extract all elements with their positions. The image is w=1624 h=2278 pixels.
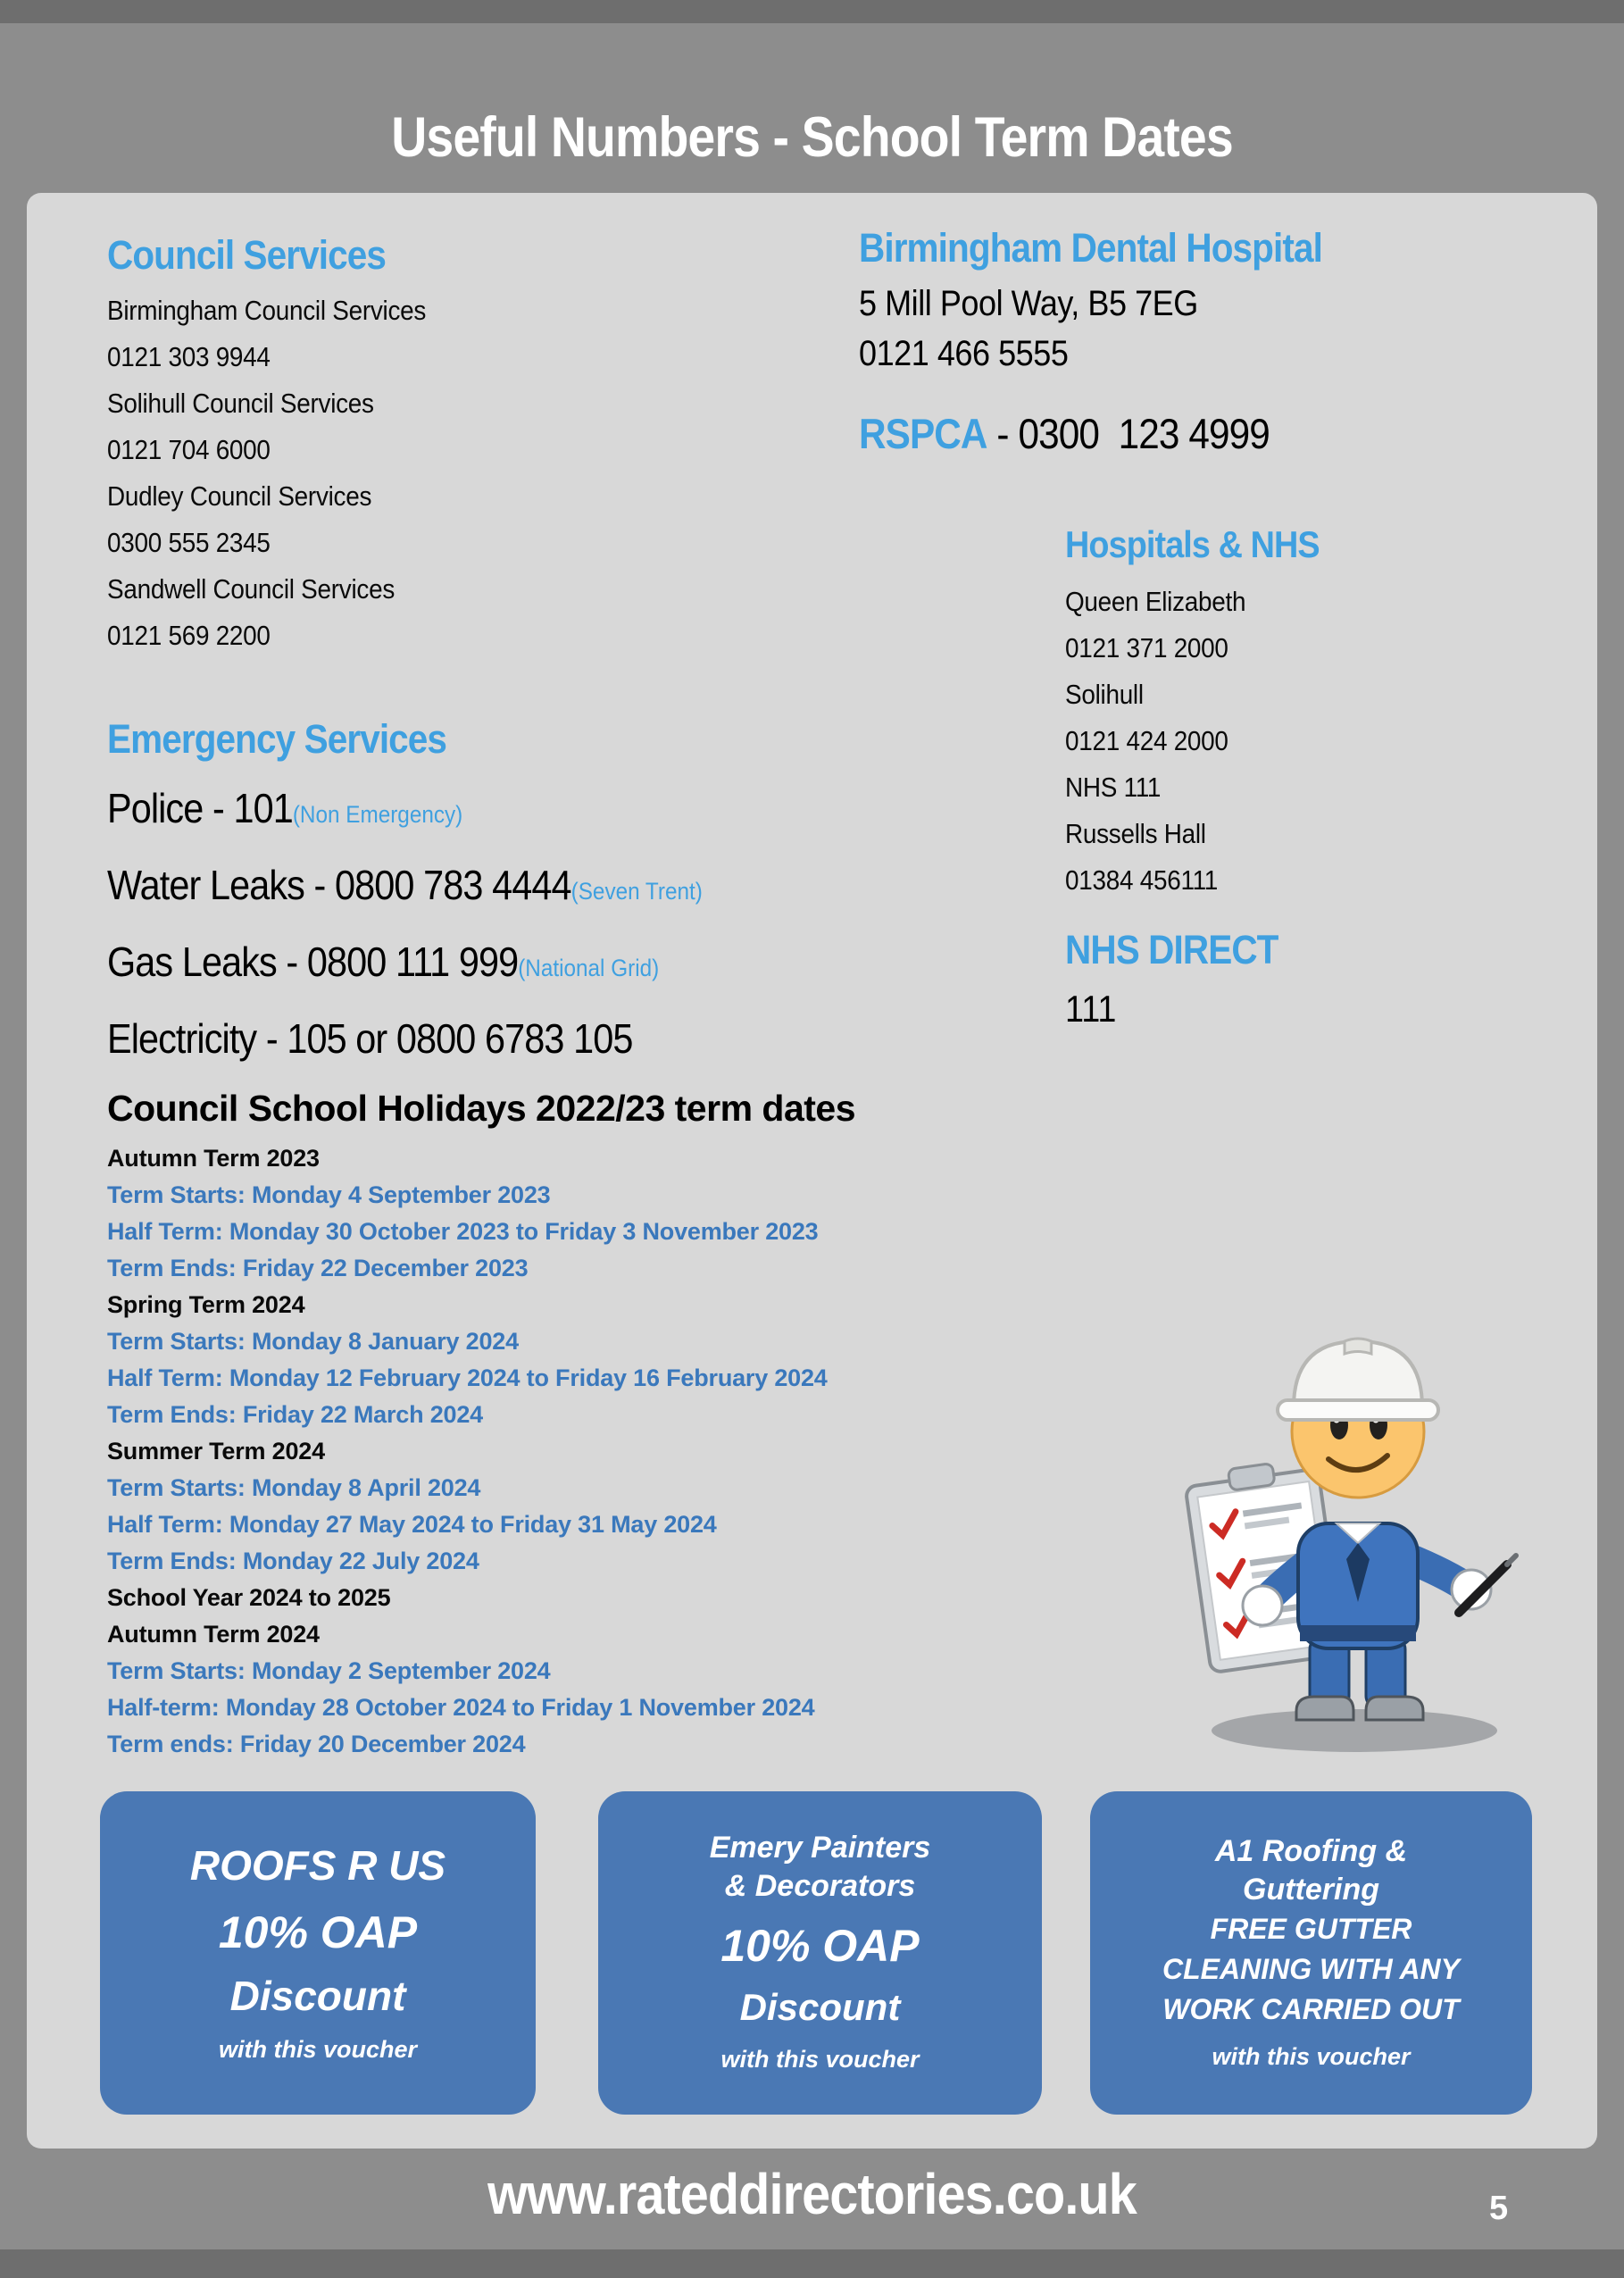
emergency-line-water xyxy=(107,850,703,927)
list-item: Queen Elizabeth xyxy=(1065,586,1246,617)
voucher-offer: CLEANING WITH ANY xyxy=(1162,1952,1460,1985)
term-date: Half Term: Monday 27 May 2024 to Friday 31 May 2024 xyxy=(107,1511,717,1538)
voucher-title: Emery Painters xyxy=(709,1831,931,1865)
emergency-line-police xyxy=(107,773,703,850)
term-date: Term Ends: Friday 22 March 2024 xyxy=(107,1401,483,1428)
top-border-strip xyxy=(0,0,1624,23)
voucher-emery-painters xyxy=(598,1791,1042,2115)
term-heading: Spring Term 2024 xyxy=(107,1291,305,1318)
emergency-main: Gas Leaks - 0800 111 999 xyxy=(107,939,519,985)
list-item: NHS 111 xyxy=(1065,772,1162,803)
list-item: 0121 569 2200 xyxy=(107,620,271,651)
list-item: Russells Hall xyxy=(1065,818,1206,849)
rspca-number: - 0300 123 4999 xyxy=(987,410,1270,457)
hospitals-list xyxy=(1065,579,1320,904)
dental-hospital-phone: 0121 466 5555 xyxy=(859,334,1069,373)
voucher-offer: FREE GUTTER xyxy=(1210,1912,1412,1945)
term-heading: Autumn Term 2023 xyxy=(107,1145,320,1172)
dental-hospital-heading: Birmingham Dental Hospital xyxy=(859,225,1322,271)
voucher-offer: 10% OAP xyxy=(218,1907,418,1957)
term-heading: School Year 2024 to 2025 xyxy=(107,1584,391,1611)
nhs-direct-heading: NHS DIRECT xyxy=(1065,927,1278,972)
page-number: 5 xyxy=(1489,2190,1509,2227)
voucher-a1-roofing xyxy=(1090,1791,1532,2115)
hospitals-nhs-section xyxy=(1065,522,1320,1031)
term-date: Term Ends: Friday 22 December 2023 xyxy=(107,1255,529,1281)
voucher-title: ROOFS R US xyxy=(189,1842,446,1889)
term-date: Term Starts: Monday 8 April 2024 xyxy=(107,1474,481,1501)
nhs-direct-number: 111 xyxy=(1065,988,1117,1030)
page-title: Useful Numbers - School Term Dates xyxy=(391,106,1233,169)
term-date: Term Starts: Monday 2 September 2024 xyxy=(107,1657,551,1684)
emergency-services-heading: Emergency Services xyxy=(107,716,447,762)
list-item: 01384 456111 xyxy=(1065,864,1219,896)
council-services-heading: Council Services xyxy=(107,232,387,278)
rspca-label: RSPCA xyxy=(859,410,987,457)
voucher-footer: with this voucher xyxy=(720,2046,920,2073)
term-date: Term Starts: Monday 8 January 2024 xyxy=(107,1328,519,1355)
list-item: 0121 424 2000 xyxy=(1065,725,1228,756)
emergency-main: Water Leaks - 0800 783 4444 xyxy=(107,862,571,908)
voucher-offer: 10% OAP xyxy=(720,1921,920,1971)
voucher-footer: with this voucher xyxy=(218,2036,418,2063)
emergency-note: (Seven Trent) xyxy=(570,878,703,905)
emergency-main: Police - 101 xyxy=(107,785,293,831)
list-item: 0300 555 2345 xyxy=(107,527,271,558)
term-date: Half Term: Monday 30 October 2023 to Friday 3 November 2023 xyxy=(107,1218,819,1245)
emergency-note: (Non Emergency) xyxy=(292,801,463,828)
term-date: Term ends: Friday 20 December 2024 xyxy=(107,1731,526,1757)
list-item: 0121 371 2000 xyxy=(1065,632,1228,663)
term-heading: Autumn Term 2024 xyxy=(107,1621,320,1648)
list-item: Solihull Council Services xyxy=(107,388,374,419)
footer-url: www.rateddirectories.co.uk xyxy=(487,2162,1137,2226)
voucher-footer: with this voucher xyxy=(1212,2042,1411,2070)
builder-mascot-icon xyxy=(1153,1284,1546,1757)
emergency-line-electricity xyxy=(107,1004,703,1081)
term-date: Half-term: Monday 28 October 2024 to Friday 1 November 2024 xyxy=(107,1694,815,1721)
voucher-offer: Discount xyxy=(739,1986,901,2028)
voucher-title: & Decorators xyxy=(724,1869,916,1903)
emergency-note: (National Grid) xyxy=(518,955,660,981)
rspca-line xyxy=(859,409,1270,458)
list-item: Sandwell Council Services xyxy=(107,573,396,605)
dental-hospital-section xyxy=(859,225,1322,379)
school-holidays-heading: Council School Holidays 2022/23 term dates xyxy=(107,1088,856,1129)
voucher-offer: WORK CARRIED OUT xyxy=(1162,1992,1460,2025)
list-item: 0121 704 6000 xyxy=(107,434,271,465)
list-item: Solihull xyxy=(1065,679,1144,710)
hospitals-nhs-heading: Hospitals & NHS xyxy=(1065,523,1320,565)
content-panel xyxy=(27,193,1597,2149)
emergency-main: Electricity - 105 or 0800 6783 105 xyxy=(107,1015,633,1062)
builder-mascot-illustration xyxy=(1153,1284,1546,1757)
bottom-border-strip xyxy=(0,2249,1624,2278)
list-item: 0121 303 9944 xyxy=(107,341,271,372)
voucher-title: A1 Roofing & xyxy=(1214,1833,1408,1868)
voucher-title: Guttering xyxy=(1243,1872,1379,1907)
dental-hospital-address: 5 Mill Pool Way, B5 7EG xyxy=(859,284,1198,323)
term-date: Term Starts: Monday 4 September 2023 xyxy=(107,1181,551,1208)
voucher-offer: Discount xyxy=(229,1973,406,2019)
voucher-roofs-r-us xyxy=(100,1791,536,2115)
council-services-section xyxy=(107,232,426,659)
emergency-line-gas xyxy=(107,927,703,1004)
council-services-list xyxy=(107,288,426,659)
term-date: Half Term: Monday 12 February 2024 to Friday 16 February 2024 xyxy=(107,1364,828,1391)
list-item: Dudley Council Services xyxy=(107,480,372,512)
term-date: Term Ends: Monday 22 July 2024 xyxy=(107,1548,479,1574)
list-item: Birmingham Council Services xyxy=(107,295,427,326)
term-heading: Summer Term 2024 xyxy=(107,1438,325,1464)
emergency-services-section xyxy=(107,716,703,1081)
school-holidays-section xyxy=(107,1088,855,1763)
